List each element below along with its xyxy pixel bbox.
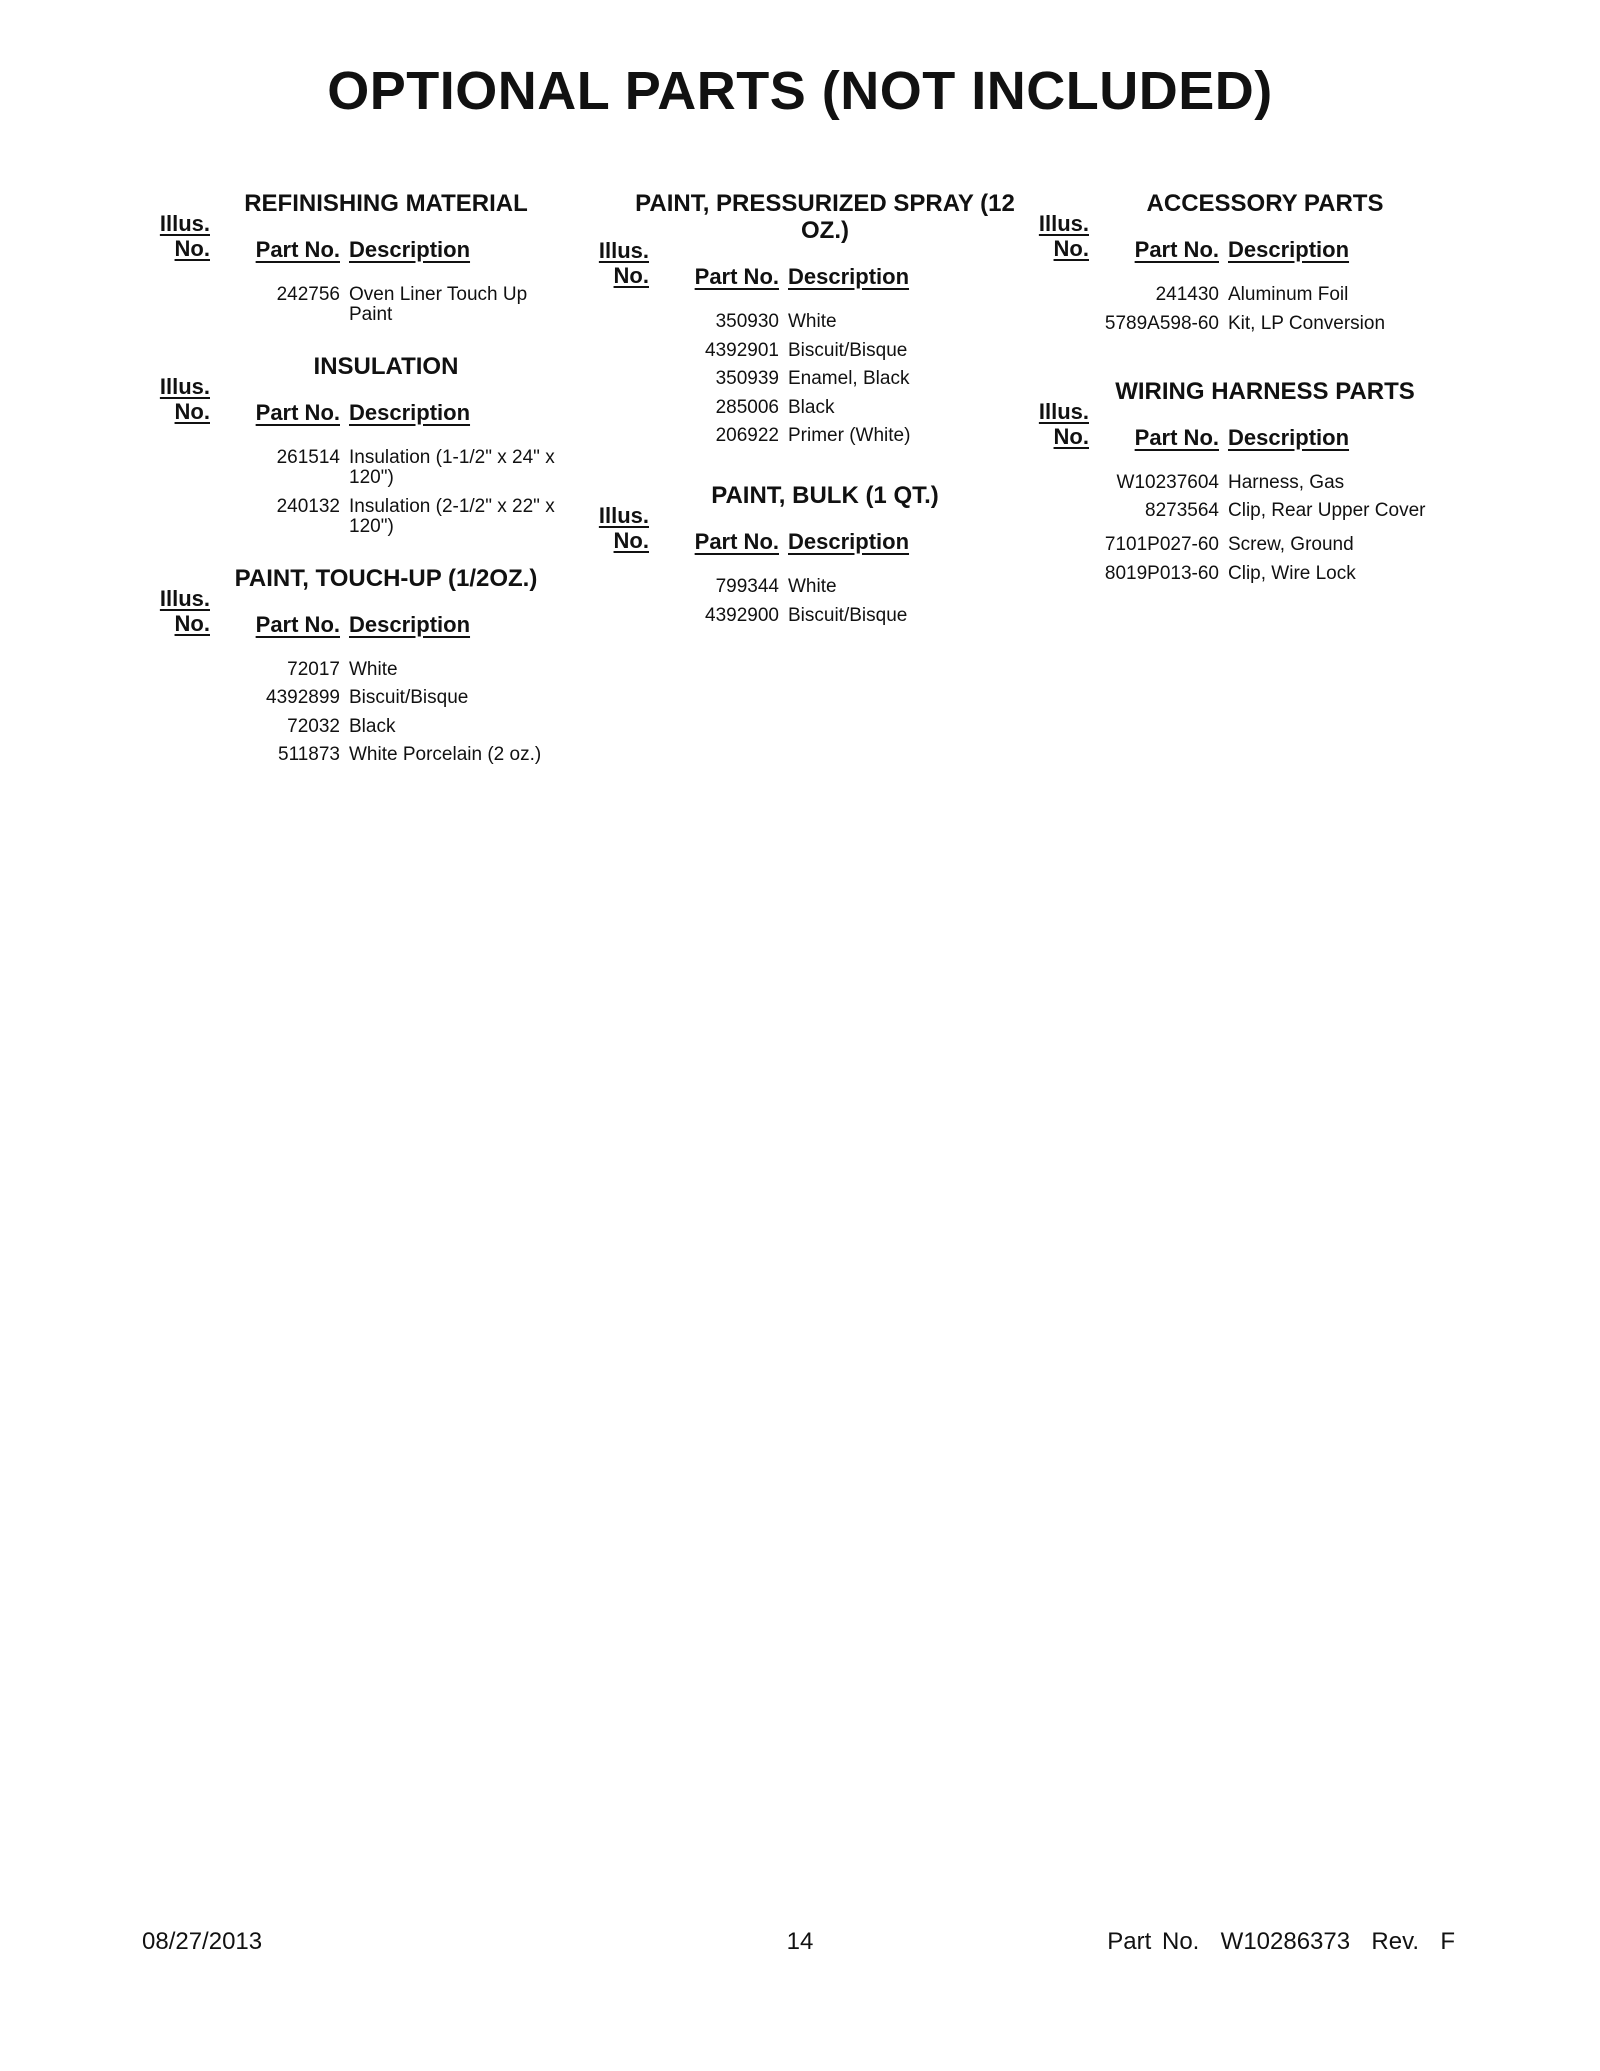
illus-no-header: Illus. No.: [1038, 398, 1089, 449]
section-refinishing-material: [156, 190, 576, 325]
table-row: [156, 745, 576, 765]
illus-no-header: Illus. No.: [598, 238, 649, 288]
table-row: [156, 717, 576, 737]
section-paint-touch-up: [156, 565, 576, 766]
table-row: [156, 660, 576, 680]
section-title: WIRING HARNESS PARTS: [1115, 377, 1415, 405]
table-row: [595, 312, 1015, 332]
footer-date: 08/27/2013: [142, 1928, 263, 1955]
part-description: Black: [349, 715, 396, 737]
part-no-header: Part No.: [694, 529, 779, 554]
page-title: OPTIONAL PARTS (NOT INCLUDED): [327, 61, 1273, 121]
part-number: 4392900: [705, 604, 779, 626]
part-description: Black: [788, 396, 835, 418]
table-row: [156, 497, 576, 537]
part-description: Screw, Ground: [1228, 534, 1354, 555]
part-description: Insulation (2-1/2" x 22" x 120"): [349, 495, 555, 537]
table-row: [595, 606, 1015, 626]
part-no-header: Part No.: [255, 611, 340, 637]
section-title: REFINISHING MATERIAL: [244, 190, 528, 217]
part-description: Primer (White): [788, 425, 911, 446]
part-number: W10237604: [1116, 471, 1219, 493]
footer-part-number: Part No. W10286373 Rev. F: [1107, 1928, 1455, 1955]
description-header: Description: [349, 611, 471, 637]
description-header: Description: [349, 237, 471, 262]
table-row: [1035, 564, 1455, 584]
section-title: PAINT, BULK (1 QT.): [711, 482, 939, 509]
footer-page-number: 14: [786, 1928, 814, 1955]
illus-no-header: Illus. No.: [159, 585, 210, 636]
illus-no-header: Illus. No.: [159, 374, 210, 424]
column-left: [156, 190, 576, 793]
part-number: 72017: [287, 658, 340, 680]
table-row: [156, 688, 576, 708]
table-row: [1035, 535, 1455, 555]
part-number: 72032: [287, 715, 340, 737]
section-paint-pressurized-spray: [595, 190, 1015, 446]
part-description: Clip, Wire Lock: [1228, 562, 1356, 584]
part-no-header: Part No.: [255, 400, 340, 425]
part-number: 285006: [715, 396, 779, 418]
part-description: Enamel, Black: [788, 368, 910, 389]
part-number: 350930: [715, 311, 779, 332]
table-row: [1035, 285, 1455, 305]
illus-no-header: Illus. No.: [1038, 211, 1089, 261]
table-row: [156, 448, 576, 488]
part-no-header: Part No.: [1134, 237, 1219, 262]
table-header: [1035, 399, 1455, 453]
section-title: INSULATION: [313, 353, 459, 380]
part-description: White: [788, 311, 837, 332]
section-title: PAINT, TOUCH-UP (1/2OZ.): [234, 564, 538, 592]
section-insulation: [156, 353, 576, 537]
part-description: Oven Liner Touch Up Paint: [349, 284, 528, 325]
part-description: Biscuit/Bisque: [349, 687, 469, 708]
part-description: Biscuit/Bisque: [788, 604, 908, 626]
table-row: [1035, 314, 1455, 334]
table-row: [595, 398, 1015, 418]
section-title: PAINT, PRESSURIZED SPRAY (12 OZ.): [635, 190, 1015, 244]
table-header: [156, 374, 576, 428]
part-number: 241430: [1155, 284, 1219, 305]
part-number: 7101P027-60: [1104, 534, 1219, 555]
part-number: 4392901: [705, 339, 779, 361]
description-header: Description: [788, 264, 910, 289]
part-number: 511873: [278, 744, 340, 765]
table-row: [156, 285, 576, 325]
description-header: Description: [1228, 424, 1350, 450]
part-description: Kit, LP Conversion: [1228, 312, 1386, 334]
part-description: White Porcelain (2 oz.): [349, 744, 542, 765]
part-description: White: [788, 576, 837, 597]
illus-no-header: Illus. No.: [159, 211, 210, 261]
part-number: 799344: [715, 576, 779, 597]
part-description: Harness, Gas: [1228, 471, 1345, 493]
part-description: Aluminum Foil: [1228, 284, 1349, 305]
section-accessory-parts: [1035, 190, 1455, 334]
part-no-header: Part No.: [1134, 424, 1219, 450]
section-paint-bulk: [595, 482, 1015, 626]
table-row: [1035, 473, 1455, 493]
part-number: 261514: [276, 447, 340, 468]
part-number: 242756: [276, 284, 340, 305]
description-header: Description: [788, 529, 910, 554]
description-header: Description: [1228, 237, 1350, 262]
table-header: [595, 503, 1015, 557]
column-right: [1035, 190, 1455, 612]
part-number: 350939: [715, 368, 779, 389]
part-number: 8019P013-60: [1104, 562, 1219, 584]
table-row: [1035, 501, 1455, 521]
part-description: Biscuit/Bisque: [788, 339, 908, 361]
part-description: White: [349, 658, 398, 680]
part-number: 240132: [276, 495, 340, 517]
table-row: [595, 577, 1015, 597]
description-header: Description: [349, 400, 471, 425]
table-header: [156, 211, 576, 265]
part-number: 5789A598-60: [1104, 312, 1219, 334]
part-no-header: Part No.: [255, 237, 340, 262]
table-header: [156, 586, 576, 640]
section-wiring-harness-parts: [1035, 378, 1455, 584]
part-number: 8273564: [1145, 500, 1219, 521]
section-title: ACCESSORY PARTS: [1146, 190, 1384, 217]
table-header: [595, 238, 1015, 292]
part-description: Insulation (1-1/2" x 24" x 120"): [349, 447, 555, 488]
column-middle: [595, 190, 1015, 654]
table-row: [595, 426, 1015, 446]
table-header: [1035, 211, 1455, 265]
part-no-header: Part No.: [694, 264, 779, 289]
table-row: [595, 341, 1015, 361]
part-number: 4392899: [266, 687, 340, 708]
table-row: [595, 369, 1015, 389]
part-number: 206922: [715, 425, 779, 446]
illus-no-header: Illus. No.: [598, 503, 649, 553]
part-description: Clip, Rear Upper Cover: [1228, 500, 1426, 521]
